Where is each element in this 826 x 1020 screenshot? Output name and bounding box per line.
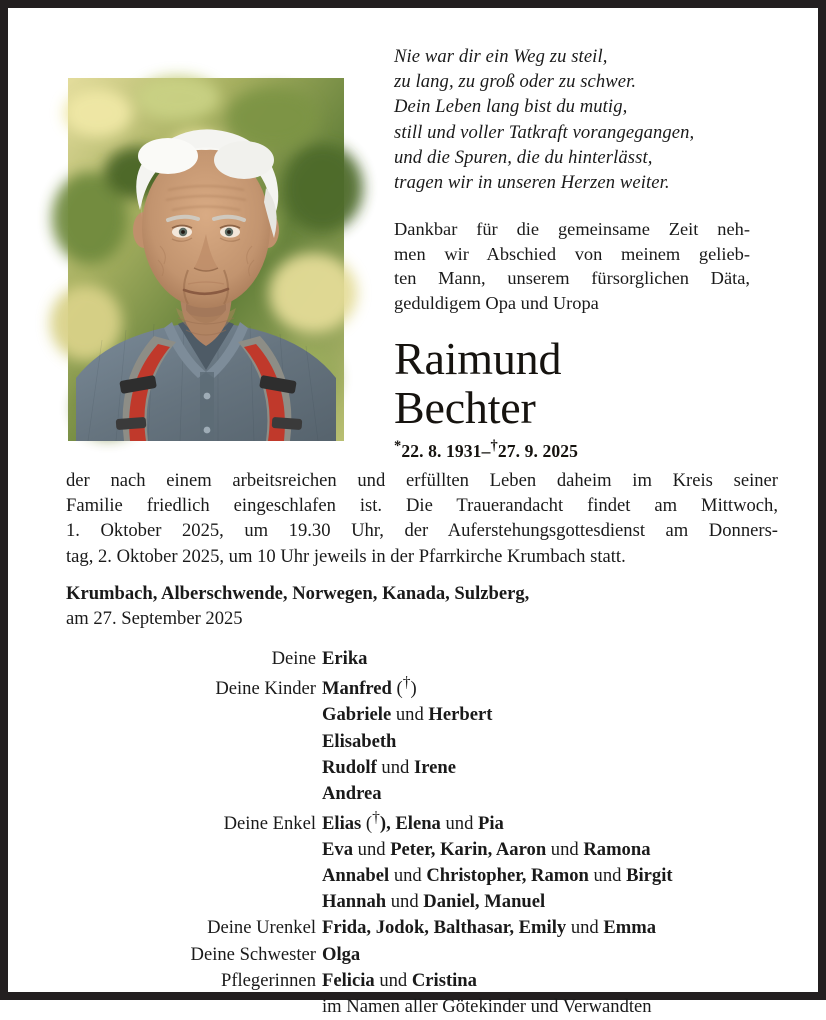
death-date: 27. 9. 2025 (497, 441, 579, 462)
mourner-name-part: Felicia (322, 969, 375, 991)
life-dates (394, 438, 794, 462)
mourner-name-part: und (386, 891, 424, 913)
mourner-row (66, 781, 778, 807)
notice-date: am 27. September 2025 (66, 608, 243, 630)
mourner-names (322, 672, 778, 702)
date-separator: – (481, 441, 491, 462)
mourner-names (322, 702, 778, 728)
mourner-name-part: Hannah (322, 891, 387, 913)
intro-line: ten Mann, unserem fürsorglichen Däta, (394, 268, 750, 289)
birth-date: 22. 8. 1931 (401, 441, 482, 462)
mourner-name-part: und (546, 839, 584, 861)
mourner-name-part: Irene (413, 756, 456, 778)
poem-line: Dein Leben lang bist du mutig, (394, 96, 628, 118)
deceased-dagger-icon: † (372, 808, 380, 826)
mourner-name-part: und (391, 704, 429, 726)
mourner-name-part: Annabel (322, 865, 390, 887)
mourners-list (66, 646, 778, 1020)
top-section (8, 8, 818, 462)
mourner-row (66, 889, 778, 915)
intro-line: Dankbar für die gemeinsame Zeit neh- (394, 219, 750, 240)
places-list: Krumbach, Alberschwende, Norwegen, Kanada, Sulzberg, (66, 583, 530, 604)
mourner-name-part: Peter, Karin, Aaron (390, 839, 547, 861)
mourner-name-part: ( (361, 813, 373, 835)
mourner-name-part: und (374, 969, 412, 991)
portrait-illustration (68, 78, 344, 441)
mourner-name-part: ), (379, 813, 396, 835)
mourner-name-part: Olga (322, 943, 361, 965)
mourner-name-part: Daniel, Manuel (423, 891, 546, 913)
mourner-name-part: Cristina (411, 969, 477, 991)
mourner-relation-label: Deine Kinder (215, 678, 316, 700)
mourner-name-part: Manfred (322, 678, 392, 700)
poem-line: still und voller Tatkraft vorangegangen, (394, 121, 695, 143)
mourner-name-part: Gabriele (322, 704, 392, 726)
mourner-names (322, 755, 778, 781)
given-name: Raimund (394, 333, 562, 385)
mourner-name-part: und (376, 756, 414, 778)
mourner-row (66, 968, 778, 994)
mourner-name-part: Frida, Jodok, Balthasar, Emily (322, 917, 567, 939)
mourner-names (322, 729, 778, 755)
mourner-names (322, 994, 778, 1020)
body-line: Familie friedlich eingeschlafen ist. Die Trauerandacht findet am Mittwoch, (66, 495, 778, 517)
body-line: 1. Oktober 2025, um 19.30 Uhr, der Auferstehungsgottesdienst am Donners- (66, 520, 778, 542)
mourner-name-part: Birgit (626, 865, 673, 887)
mourner-names (322, 968, 778, 994)
mourner-relation-label: Deine Urenkel (207, 917, 316, 939)
body-line: der nach einem arbeitsreichen und erfüllten Leben daheim im Kreis seiner (66, 470, 778, 491)
mourner-name-part: Rudolf (322, 756, 377, 778)
mourner-row (66, 863, 778, 889)
mourner-row (66, 646, 778, 672)
mourner-name-part: und (588, 865, 627, 887)
mourner-name-part: Andrea (322, 782, 382, 804)
intro-line: geduldigem Opa und Uropa (394, 292, 599, 313)
deceased-name-block (394, 335, 794, 462)
mourner-name-part: und (353, 839, 391, 861)
mourner-name-part: Erika (322, 648, 368, 669)
mourner-names (322, 781, 778, 807)
mourner-name-part: Elias (322, 813, 362, 835)
mourner-name-part: ( (391, 678, 403, 700)
mourner-row (66, 755, 778, 781)
poem-line: tragen wir in unseren Herzen weiter. (394, 171, 670, 193)
portrait-photo (68, 78, 344, 441)
mourner-names (322, 646, 778, 672)
mourner-names (322, 915, 778, 941)
mourner-name-part: ) (410, 678, 417, 700)
death-symbol: † (490, 438, 498, 455)
mourner-relation-label: Deine Schwester (190, 943, 316, 965)
mourner-name-part: im Namen aller Götekinder und Verwandten (322, 995, 652, 1017)
memorial-poem (394, 44, 794, 195)
places-block (66, 581, 778, 631)
mourner-row (66, 837, 778, 863)
mourner-names (322, 889, 778, 915)
mourner-name-part: und (440, 813, 479, 835)
mourner-names (322, 863, 778, 889)
right-column (394, 8, 794, 462)
poem-line: zu lang, zu groß oder zu schwer. (394, 71, 637, 93)
mourner-relation-label: Pflegerinnen (220, 969, 316, 991)
mourner-row (66, 702, 778, 728)
mourner-name-part: Elena (395, 813, 441, 835)
intro-line: men wir Abschied von meinem gelieb- (394, 243, 750, 264)
mourner-name-part: Pia (478, 813, 504, 835)
mourner-relation-label: Deine Enkel (223, 813, 316, 835)
mourner-name-part: Eva (322, 839, 353, 861)
mourner-relation-label: Deine (271, 648, 316, 669)
notice-sheet (8, 8, 818, 1017)
body-line: tag, 2. Oktober 2025, um 10 Uhr jeweils in der Pfarrkirche Krumbach statt. (66, 545, 626, 567)
mourner-row (66, 942, 778, 968)
mourner-name-part: und (566, 917, 604, 939)
mourner-names (322, 837, 778, 863)
intro-paragraph (394, 217, 750, 315)
mourner-name-part: Christopher, Ramon (426, 865, 589, 887)
mourner-name-part: Herbert (428, 704, 493, 726)
mourner-names (322, 942, 778, 968)
mourner-row (66, 915, 778, 941)
mourner-name-part: und (389, 865, 427, 887)
mourner-name-part: Ramona (583, 839, 651, 861)
mourner-names (322, 807, 778, 837)
mourner-name-part: Elisabeth (322, 730, 397, 752)
poem-line: Nie war dir ein Weg zu steil, (394, 46, 608, 67)
family-name: Bechter (394, 381, 536, 433)
poem-line: und die Spuren, die du hinterlässt, (394, 146, 653, 168)
mourner-row (66, 672, 778, 702)
deceased-dagger-icon: † (402, 674, 411, 692)
announcement-body (66, 468, 778, 569)
mourner-row (66, 729, 778, 755)
mourner-name-part: Emma (603, 917, 657, 939)
mourner-row (66, 994, 778, 1020)
birth-symbol: * (394, 438, 402, 455)
mourner-row (66, 807, 778, 837)
